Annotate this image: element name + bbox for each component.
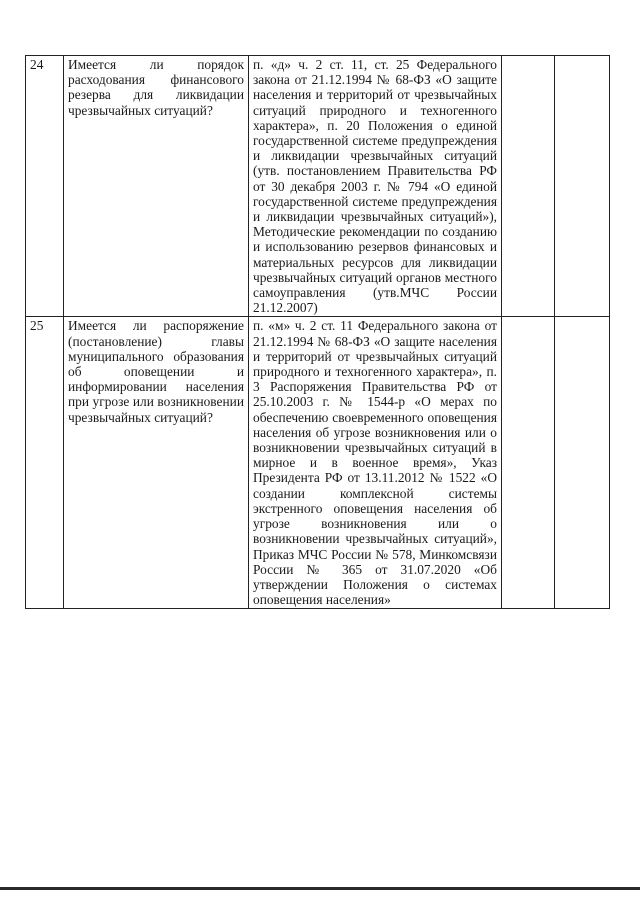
table-row [26,317,610,609]
row-number: 25 [26,317,64,609]
row-number: 24 [26,56,64,317]
question-cell: Имеется ли порядок расходования финансового резерва для ликвидации чрезвычайных ситуаций? [64,56,249,317]
table-row [26,56,610,317]
legal-basis-cell: п. «м» ч. 2 ст. 11 Федерального закона от 21.12.1994 № 68-ФЗ «О защите населения и территорий от чрезвычайных ситуаций природного и техногенного характера», п. 3 Распоряжения Правительства РФ от 25.10.2003 г. № 1544-р «О мерах по обеспечению своевременного оповещения населения об угрозе возникновения или о возникновении чрезвычайных ситуаций в мирное и в военное время», Указ Президента РФ от 13.11.2012 № 1522 «О создании комплексной системы экстренного оповещения населения об угрозе возникновения или о возникновении чрезвычайных ситуаций», Приказ МЧС России № 578, Минкомсвязи России № 365 от 31.07.2020 «Об утверждении Положения о системах оповещения населения» [249,317,502,609]
answer-cell [502,56,555,317]
answer-cell [502,317,555,609]
note-cell [555,56,610,317]
checklist-table [25,55,610,609]
legal-basis-cell: п. «д» ч. 2 ст. 11, ст. 25 Федерального закона от 21.12.1994 № 68-ФЗ «О защите населения и территорий от чрезвычайных ситуаций природного и техногенного характера», п. 20 Положения о единой государственной системе предупреждения и ликвидации чрезвычайных ситуаций (утв. постановлением Правительства РФ от 30 декабря 2003 г. № 794 «О единой государственной системе предупреждения и ликвидации чрезвычайных ситуаций»), Методические рекомендации по созданию и использованию резервов финансовых и материальных ресурсов для ликвидации чрезвычайных ситуаций органов местного самоуправления (утв.МЧС России 21.12.2007) [249,56,502,317]
scan-edge-line [0,887,640,890]
note-cell [555,317,610,609]
question-cell: Имеется ли распоряжение (постановление) главы муниципального образования об оповещении и информировании населения при угрозе или возникновении чрезвычайных ситуаций? [64,317,249,609]
